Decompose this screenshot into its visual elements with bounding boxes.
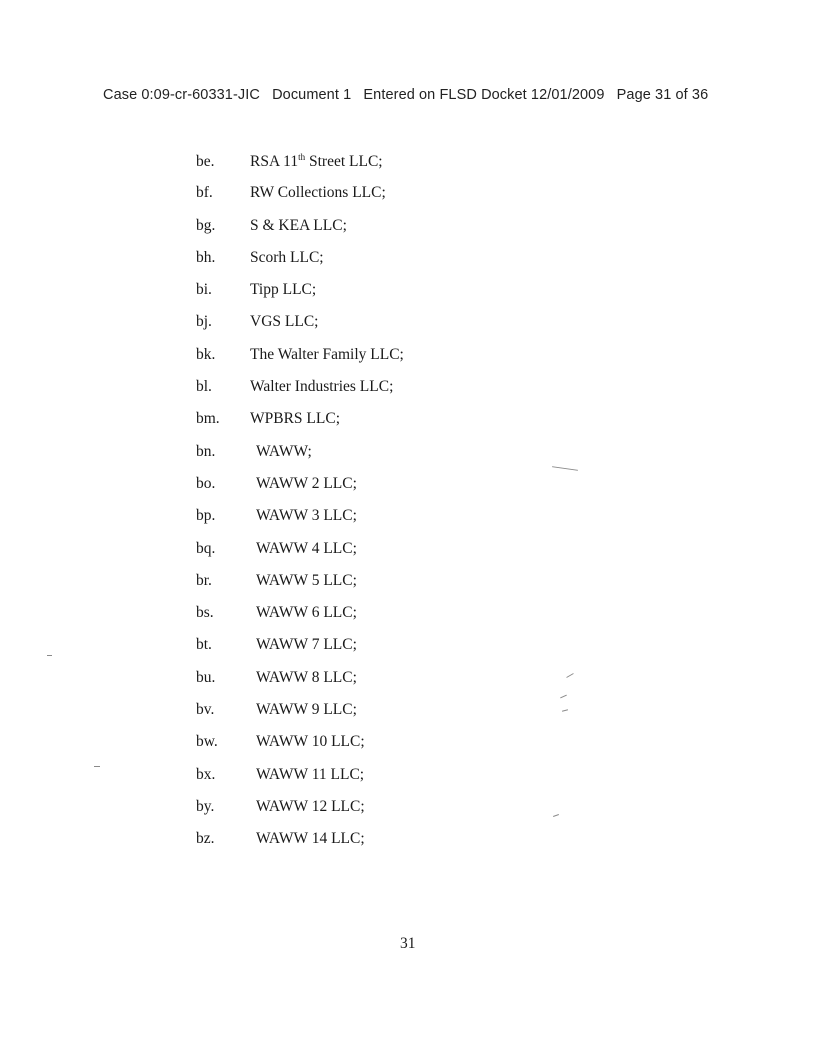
item-name: WAWW 10 LLC;: [256, 733, 365, 751]
list-item: [196, 798, 404, 830]
docket-entry: Entered on FLSD Docket 12/01/2009: [363, 87, 605, 103]
scan-speck: [566, 673, 573, 678]
scan-speck: [562, 709, 568, 712]
list-item: [196, 410, 404, 442]
item-name: Scorh LLC;: [250, 248, 324, 266]
item-name: The Walter Family LLC;: [250, 345, 404, 363]
list-item: [196, 540, 404, 572]
item-name: WAWW 4 LLC;: [256, 539, 357, 557]
item-name: VGS LLC;: [250, 313, 319, 331]
list-item: [196, 378, 404, 410]
list-item: [196, 281, 404, 313]
list-item: [196, 217, 404, 249]
list-item: [196, 636, 404, 668]
item-letter: bm.: [196, 410, 220, 428]
item-name: WAWW 5 LLC;: [256, 571, 357, 589]
item-letter: bj.: [196, 313, 212, 331]
list-item: [196, 507, 404, 539]
item-name: Tipp LLC;: [250, 281, 317, 299]
item-letter: bs.: [196, 604, 214, 622]
list-item: [196, 766, 404, 798]
item-letter: bl.: [196, 378, 212, 396]
item-letter: bw.: [196, 733, 218, 751]
item-name: WAWW 2 LLC;: [256, 474, 357, 492]
item-name: RSA 11th Street LLC;: [250, 152, 383, 170]
list-item: [196, 249, 404, 281]
list-item: [196, 733, 404, 765]
item-name: WAWW 14 LLC;: [256, 830, 365, 848]
item-letter: bo.: [196, 474, 216, 492]
item-name: WAWW 9 LLC;: [256, 701, 357, 719]
scan-speck: [552, 466, 578, 471]
item-name: WAWW 7 LLC;: [256, 636, 357, 654]
document-label: Document 1: [272, 87, 352, 103]
item-name: WPBRS LLC;: [250, 410, 341, 428]
item-name: WAWW 3 LLC;: [256, 507, 357, 525]
scan-speck: [560, 695, 567, 699]
item-letter: bu.: [196, 668, 216, 686]
item-letter: bz.: [196, 830, 215, 848]
list-item: [196, 669, 404, 701]
scan-speck: [553, 814, 559, 817]
item-letter: by.: [196, 797, 215, 815]
item-letter: bt.: [196, 636, 212, 654]
item-letter: bn.: [196, 442, 216, 460]
item-name: WAWW 12 LLC;: [256, 797, 365, 815]
item-name: RW Collections LLC;: [250, 184, 386, 202]
list-item: [196, 701, 404, 733]
item-letter: bh.: [196, 248, 216, 266]
item-letter: bp.: [196, 507, 216, 525]
item-name: S & KEA LLC;: [250, 216, 347, 234]
list-item: [196, 152, 404, 184]
item-letter: bx.: [196, 765, 216, 783]
scan-speck: [47, 655, 52, 656]
list-item: [196, 313, 404, 345]
entity-list: [196, 152, 404, 863]
page-number: 31: [400, 935, 416, 952]
item-letter: bq.: [196, 539, 216, 557]
item-name: WAWW 6 LLC;: [256, 604, 357, 622]
item-letter: bv.: [196, 701, 215, 719]
list-item: [196, 443, 404, 475]
item-letter: be.: [196, 153, 215, 170]
list-item: [196, 572, 404, 604]
list-item: [196, 830, 404, 862]
item-name: WAWW 8 LLC;: [256, 668, 357, 686]
item-name: WAWW 11 LLC;: [256, 765, 365, 783]
list-item: [196, 184, 404, 216]
item-name: Walter Industries LLC;: [250, 378, 394, 396]
item-letter: bf.: [196, 184, 213, 202]
item-letter: bg.: [196, 216, 216, 234]
page-indicator: Page 31 of 36: [616, 87, 709, 103]
list-item: [196, 346, 404, 378]
list-item: [196, 475, 404, 507]
case-number: Case 0:09-cr-60331-JIC: [103, 87, 260, 103]
item-letter: br.: [196, 571, 212, 589]
list-item: [196, 604, 404, 636]
scan-speck: [94, 766, 100, 767]
item-letter: bi.: [196, 281, 212, 299]
docket-header: [103, 87, 708, 103]
item-letter: bk.: [196, 345, 216, 363]
item-name: WAWW;: [256, 442, 312, 460]
